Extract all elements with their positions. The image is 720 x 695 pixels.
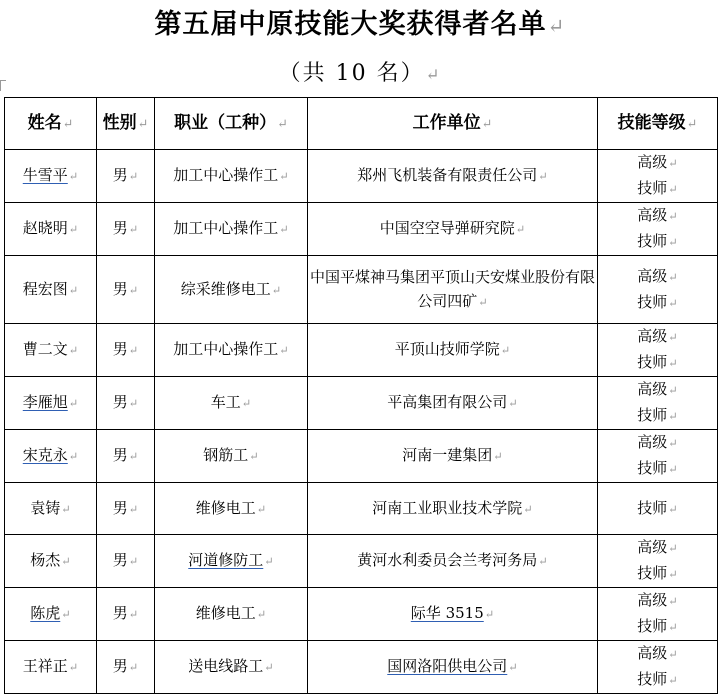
table-row <box>5 324 718 377</box>
cell-level <box>598 483 718 535</box>
cell-level <box>598 203 718 256</box>
table-row <box>5 377 718 430</box>
cell-gender: 男↵ <box>97 150 155 203</box>
cell-gender: 男↵ <box>97 641 155 694</box>
level-line: 技师↵ <box>637 406 678 424</box>
table-row <box>5 430 718 483</box>
margin-corner-mark <box>0 80 6 91</box>
cell-employer: 河南一建集团↵ <box>308 430 598 483</box>
cell-gender: 男↵ <box>97 535 155 588</box>
cell-occupation: 加工中心操作工↵ <box>155 324 308 377</box>
cell-occupation: 加工中心操作工↵ <box>155 150 308 203</box>
level-line: 技师↵ <box>637 670 678 688</box>
cell-occupation: 综采维修电工↵ <box>155 256 308 324</box>
level-line: 技师↵ <box>637 292 678 311</box>
cell-occupation: 河道修防工↵ <box>155 535 308 588</box>
level-line: 技师↵ <box>637 564 678 582</box>
cell-level <box>598 256 718 324</box>
table-header-row <box>5 98 718 150</box>
header-gender: 性别↵ <box>97 98 155 150</box>
table-row <box>5 483 718 535</box>
level-line: 技师↵ <box>637 179 678 197</box>
winners-table <box>4 97 718 694</box>
header-level: 技能等级↵ <box>598 98 718 150</box>
level-line: 高级↵ <box>637 591 678 609</box>
cell-occupation: 维修电工↵ <box>155 588 308 641</box>
cell-occupation: 送电线路工↵ <box>155 641 308 694</box>
level-line: 技师↵ <box>637 459 678 477</box>
table-row <box>5 588 718 641</box>
cell-employer: 郑州飞机装备有限责任公司↵ <box>308 150 598 203</box>
cell-name: 李雁旭↵ <box>5 377 97 430</box>
level-line: 技师↵ <box>637 498 678 517</box>
cell-gender: 男↵ <box>97 430 155 483</box>
cell-level <box>598 641 718 694</box>
level-line: 高级↵ <box>637 206 678 224</box>
cell-occupation: 车工↵ <box>155 377 308 430</box>
cell-level <box>598 324 718 377</box>
table-row <box>5 535 718 588</box>
cell-name: 陈虎↵ <box>5 588 97 641</box>
cell-occupation: 加工中心操作工↵ <box>155 203 308 256</box>
cell-level <box>598 150 718 203</box>
level-line: 技师↵ <box>637 232 678 250</box>
header-employer: 工作单位↵ <box>308 98 598 150</box>
cell-level <box>598 588 718 641</box>
cell-employer: 河南工业职业技术学院↵ <box>308 483 598 535</box>
cell-name: 牛雪平↵ <box>5 150 97 203</box>
cell-gender: 男↵ <box>97 588 155 641</box>
cell-gender: 男↵ <box>97 483 155 535</box>
cell-name: 王祥正↵ <box>5 641 97 694</box>
cell-employer: 中国空空导弹研究院↵ <box>308 203 598 256</box>
cell-gender: 男↵ <box>97 377 155 430</box>
cell-level <box>598 377 718 430</box>
header-occupation: 职业（工种）↵ <box>155 98 308 150</box>
cell-level <box>598 430 718 483</box>
cell-gender: 男↵ <box>97 203 155 256</box>
cell-employer: 中国平煤神马集团平顶山天安煤业股份有限公司四矿↵ <box>308 256 598 324</box>
document-subtitle: （共 10 名）↵ <box>278 61 442 86</box>
cell-occupation: 钢筋工↵ <box>155 430 308 483</box>
level-line: 高级↵ <box>637 153 678 171</box>
level-line: 技师↵ <box>637 353 678 371</box>
table-row <box>5 256 718 324</box>
cell-employer: 黄河水利委员会兰考河务局↵ <box>308 535 598 588</box>
cell-gender: 男↵ <box>97 256 155 324</box>
table-row <box>5 203 718 256</box>
cell-name: 程宏图↵ <box>5 256 97 324</box>
cell-employer: 国网洛阳供电公司↵ <box>308 641 598 694</box>
level-line: 高级↵ <box>637 433 678 451</box>
cell-name: 杨杰↵ <box>5 535 97 588</box>
document-title: 第五届中原技能大奖获得者名单↵ <box>154 9 566 40</box>
cell-employer: 际华 3515↵ <box>308 588 598 641</box>
level-line: 高级↵ <box>637 327 678 345</box>
cell-employer: 平顶山技师学院↵ <box>308 324 598 377</box>
cell-occupation: 维修电工↵ <box>155 483 308 535</box>
cell-name: 宋克永↵ <box>5 430 97 483</box>
table-row <box>5 641 718 694</box>
cell-name: 袁铸↵ <box>5 483 97 535</box>
cell-gender: 男↵ <box>97 324 155 377</box>
table-body <box>5 150 718 694</box>
level-line: 技师↵ <box>637 617 678 635</box>
level-line: 高级↵ <box>637 538 678 556</box>
header-name: 姓名↵ <box>5 98 97 150</box>
cell-level <box>598 535 718 588</box>
cell-name: 赵晓明↵ <box>5 203 97 256</box>
cell-employer: 平高集团有限公司↵ <box>308 377 598 430</box>
table-row <box>5 150 718 203</box>
level-line: 高级↵ <box>637 266 678 285</box>
level-line: 高级↵ <box>637 644 678 662</box>
cell-name: 曹二文↵ <box>5 324 97 377</box>
level-line: 高级↵ <box>637 380 678 398</box>
